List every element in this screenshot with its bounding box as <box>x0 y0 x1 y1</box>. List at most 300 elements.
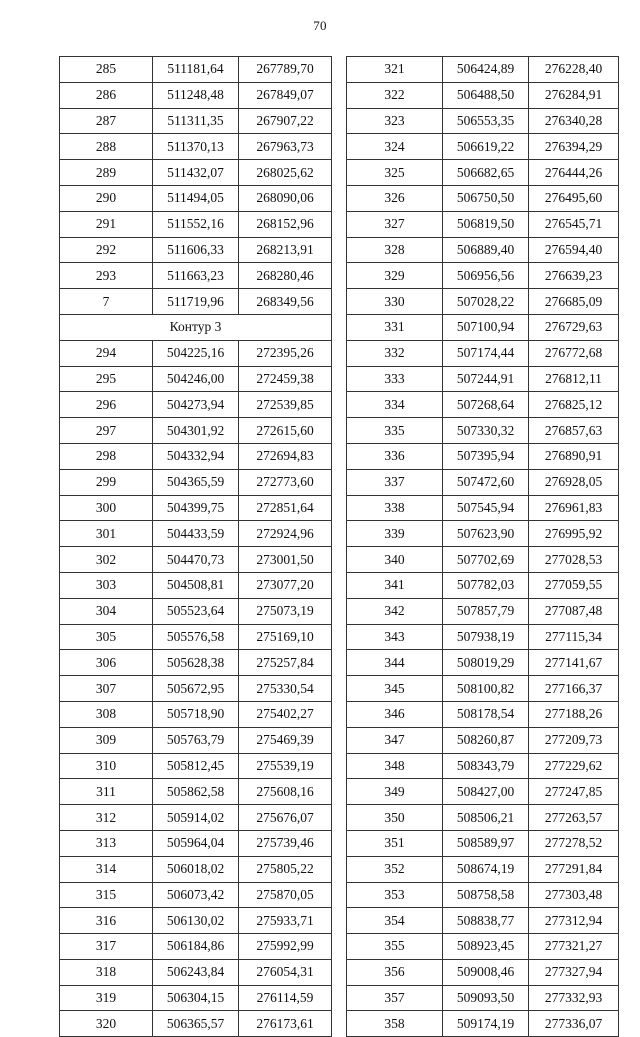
contour-heading: Контур 3 <box>60 314 332 340</box>
point-number-cell: 314 <box>60 856 153 882</box>
y-coordinate-cell: 275992,99 <box>239 934 332 960</box>
table-row <box>60 392 332 418</box>
table-row <box>347 57 619 83</box>
table-row <box>347 521 619 547</box>
x-coordinate-cell: 506553,35 <box>443 108 529 134</box>
point-number-cell: 312 <box>60 805 153 831</box>
table-row <box>347 237 619 263</box>
point-number-cell: 335 <box>347 418 443 444</box>
table-row <box>60 495 332 521</box>
table-row <box>60 340 332 366</box>
x-coordinate-cell: 506619,22 <box>443 134 529 160</box>
x-coordinate-cell: 511181,64 <box>153 57 239 83</box>
table-row <box>347 830 619 856</box>
table-row <box>347 314 619 340</box>
x-coordinate-cell: 506819,50 <box>443 211 529 237</box>
point-number-cell: 288 <box>60 134 153 160</box>
table-row <box>60 701 332 727</box>
table-row <box>60 134 332 160</box>
contour-heading-row <box>60 314 332 340</box>
table-row <box>347 185 619 211</box>
y-coordinate-cell: 276444,26 <box>529 160 619 186</box>
point-number-cell: 332 <box>347 340 443 366</box>
table-row <box>60 547 332 573</box>
x-coordinate-cell: 507782,03 <box>443 572 529 598</box>
x-coordinate-cell: 505763,79 <box>153 727 239 753</box>
point-number-cell: 337 <box>347 469 443 495</box>
table-row <box>60 469 332 495</box>
y-coordinate-cell: 267849,07 <box>239 82 332 108</box>
point-number-cell: 318 <box>60 959 153 985</box>
point-number-cell: 305 <box>60 624 153 650</box>
y-coordinate-cell: 277321,27 <box>529 934 619 960</box>
x-coordinate-cell: 511719,96 <box>153 289 239 315</box>
y-coordinate-cell: 275805,22 <box>239 856 332 882</box>
table-row <box>60 830 332 856</box>
point-number-cell: 292 <box>60 237 153 263</box>
y-coordinate-cell: 276054,31 <box>239 959 332 985</box>
x-coordinate-cell: 505914,02 <box>153 805 239 831</box>
x-coordinate-cell: 506889,40 <box>443 237 529 263</box>
y-coordinate-cell: 272459,38 <box>239 366 332 392</box>
point-number-cell: 298 <box>60 443 153 469</box>
point-number-cell: 320 <box>60 1011 153 1037</box>
y-coordinate-cell: 275469,39 <box>239 727 332 753</box>
table-row <box>60 521 332 547</box>
x-coordinate-cell: 508923,45 <box>443 934 529 960</box>
x-coordinate-cell: 507244,91 <box>443 366 529 392</box>
table-row <box>347 624 619 650</box>
point-number-cell: 304 <box>60 598 153 624</box>
x-coordinate-cell: 511432,07 <box>153 160 239 186</box>
x-coordinate-cell: 505718,90 <box>153 701 239 727</box>
y-coordinate-cell: 276594,40 <box>529 237 619 263</box>
coordinates-table-right <box>346 56 619 1037</box>
point-number-cell: 355 <box>347 934 443 960</box>
y-coordinate-cell: 276228,40 <box>529 57 619 83</box>
table-row <box>347 160 619 186</box>
y-coordinate-cell: 275169,10 <box>239 624 332 650</box>
table-row <box>60 753 332 779</box>
x-coordinate-cell: 511311,35 <box>153 108 239 134</box>
y-coordinate-cell: 276928,05 <box>529 469 619 495</box>
table-row <box>347 547 619 573</box>
table-row <box>347 882 619 908</box>
table-row <box>347 959 619 985</box>
point-number-cell: 300 <box>60 495 153 521</box>
point-number-cell: 336 <box>347 443 443 469</box>
table-row <box>60 779 332 805</box>
x-coordinate-cell: 509174,19 <box>443 1011 529 1037</box>
point-number-cell: 348 <box>347 753 443 779</box>
x-coordinate-cell: 505964,04 <box>153 830 239 856</box>
x-coordinate-cell: 506424,89 <box>443 57 529 83</box>
table-row <box>347 779 619 805</box>
y-coordinate-cell: 275257,84 <box>239 650 332 676</box>
table-row <box>347 1011 619 1037</box>
table-row <box>60 237 332 263</box>
x-coordinate-cell: 507395,94 <box>443 443 529 469</box>
point-number-cell: 317 <box>60 934 153 960</box>
y-coordinate-cell: 268213,91 <box>239 237 332 263</box>
x-coordinate-cell: 511606,33 <box>153 237 239 263</box>
table-row <box>347 598 619 624</box>
point-number-cell: 299 <box>60 469 153 495</box>
x-coordinate-cell: 507545,94 <box>443 495 529 521</box>
table-row <box>60 985 332 1011</box>
table-row <box>60 443 332 469</box>
x-coordinate-cell: 505862,58 <box>153 779 239 805</box>
y-coordinate-cell: 276284,91 <box>529 82 619 108</box>
y-coordinate-cell: 272851,64 <box>239 495 332 521</box>
point-number-cell: 344 <box>347 650 443 676</box>
x-coordinate-cell: 511663,23 <box>153 263 239 289</box>
point-number-cell: 331 <box>347 314 443 340</box>
y-coordinate-cell: 276394,29 <box>529 134 619 160</box>
table-row <box>347 392 619 418</box>
x-coordinate-cell: 504433,59 <box>153 521 239 547</box>
x-coordinate-cell: 504246,00 <box>153 366 239 392</box>
x-coordinate-cell: 508100,82 <box>443 676 529 702</box>
y-coordinate-cell: 277209,73 <box>529 727 619 753</box>
y-coordinate-cell: 275739,46 <box>239 830 332 856</box>
point-number-cell: 310 <box>60 753 153 779</box>
point-number-cell: 322 <box>347 82 443 108</box>
y-coordinate-cell: 277188,26 <box>529 701 619 727</box>
point-number-cell: 352 <box>347 856 443 882</box>
table-row <box>347 211 619 237</box>
point-number-cell: 324 <box>347 134 443 160</box>
y-coordinate-cell: 276729,63 <box>529 314 619 340</box>
y-coordinate-cell: 273077,20 <box>239 572 332 598</box>
table-row <box>60 624 332 650</box>
x-coordinate-cell: 509093,50 <box>443 985 529 1011</box>
y-coordinate-cell: 276340,28 <box>529 108 619 134</box>
y-coordinate-cell: 268280,46 <box>239 263 332 289</box>
y-coordinate-cell: 276495,60 <box>529 185 619 211</box>
point-number-cell: 351 <box>347 830 443 856</box>
y-coordinate-cell: 277332,93 <box>529 985 619 1011</box>
table-row <box>347 495 619 521</box>
page-number: 70 <box>313 18 327 33</box>
y-coordinate-cell: 277059,55 <box>529 572 619 598</box>
x-coordinate-cell: 506184,86 <box>153 934 239 960</box>
table-row <box>60 650 332 676</box>
x-coordinate-cell: 507938,19 <box>443 624 529 650</box>
y-coordinate-cell: 268025,62 <box>239 160 332 186</box>
x-coordinate-cell: 508343,79 <box>443 753 529 779</box>
point-number-cell: 345 <box>347 676 443 702</box>
y-coordinate-cell: 276772,68 <box>529 340 619 366</box>
point-number-cell: 286 <box>60 82 153 108</box>
x-coordinate-cell: 508506,21 <box>443 805 529 831</box>
x-coordinate-cell: 504225,16 <box>153 340 239 366</box>
x-coordinate-cell: 508178,54 <box>443 701 529 727</box>
y-coordinate-cell: 276857,63 <box>529 418 619 444</box>
x-coordinate-cell: 507472,60 <box>443 469 529 495</box>
point-number-cell: 350 <box>347 805 443 831</box>
table-row <box>347 856 619 882</box>
table-row <box>347 727 619 753</box>
table-row <box>60 82 332 108</box>
x-coordinate-cell: 508838,77 <box>443 908 529 934</box>
y-coordinate-cell: 277141,67 <box>529 650 619 676</box>
x-coordinate-cell: 506018,02 <box>153 856 239 882</box>
table-row <box>60 934 332 960</box>
point-number-cell: 295 <box>60 366 153 392</box>
x-coordinate-cell: 505576,58 <box>153 624 239 650</box>
point-number-cell: 319 <box>60 985 153 1011</box>
table-row <box>60 727 332 753</box>
point-number-cell: 294 <box>60 340 153 366</box>
table-row <box>60 882 332 908</box>
x-coordinate-cell: 506130,02 <box>153 908 239 934</box>
table-row <box>347 572 619 598</box>
x-coordinate-cell: 508019,29 <box>443 650 529 676</box>
y-coordinate-cell: 272395,26 <box>239 340 332 366</box>
x-coordinate-cell: 508758,58 <box>443 882 529 908</box>
point-number-cell: 346 <box>347 701 443 727</box>
table-row <box>347 289 619 315</box>
table-row <box>347 418 619 444</box>
point-number-cell: 296 <box>60 392 153 418</box>
coordinates-table-left <box>59 56 332 1037</box>
x-coordinate-cell: 509008,46 <box>443 959 529 985</box>
y-coordinate-cell: 276545,71 <box>529 211 619 237</box>
y-coordinate-cell: 277087,48 <box>529 598 619 624</box>
x-coordinate-cell: 506750,50 <box>443 185 529 211</box>
x-coordinate-cell: 504332,94 <box>153 443 239 469</box>
table-row <box>347 134 619 160</box>
table-row <box>347 82 619 108</box>
y-coordinate-cell: 272773,60 <box>239 469 332 495</box>
y-coordinate-cell: 275073,19 <box>239 598 332 624</box>
x-coordinate-cell: 507623,90 <box>443 521 529 547</box>
table-row <box>347 908 619 934</box>
y-coordinate-cell: 267907,22 <box>239 108 332 134</box>
x-coordinate-cell: 504470,73 <box>153 547 239 573</box>
table-row <box>60 908 332 934</box>
point-number-cell: 338 <box>347 495 443 521</box>
y-coordinate-cell: 275933,71 <box>239 908 332 934</box>
table-row <box>60 805 332 831</box>
table-row <box>60 263 332 289</box>
x-coordinate-cell: 507702,69 <box>443 547 529 573</box>
point-number-cell: 307 <box>60 676 153 702</box>
y-coordinate-cell: 276812,11 <box>529 366 619 392</box>
y-coordinate-cell: 277303,48 <box>529 882 619 908</box>
point-number-cell: 287 <box>60 108 153 134</box>
point-number-cell: 334 <box>347 392 443 418</box>
y-coordinate-cell: 272539,85 <box>239 392 332 418</box>
table-row <box>60 160 332 186</box>
point-number-cell: 349 <box>347 779 443 805</box>
point-number-cell: 7 <box>60 289 153 315</box>
x-coordinate-cell: 506488,50 <box>443 82 529 108</box>
point-number-cell: 340 <box>347 547 443 573</box>
point-number-cell: 289 <box>60 160 153 186</box>
x-coordinate-cell: 506304,15 <box>153 985 239 1011</box>
y-coordinate-cell: 275402,27 <box>239 701 332 727</box>
point-number-cell: 323 <box>347 108 443 134</box>
y-coordinate-cell: 275870,05 <box>239 882 332 908</box>
table-row <box>347 985 619 1011</box>
x-coordinate-cell: 504399,75 <box>153 495 239 521</box>
point-number-cell: 297 <box>60 418 153 444</box>
table-row <box>60 959 332 985</box>
point-number-cell: 325 <box>347 160 443 186</box>
table-row <box>60 289 332 315</box>
x-coordinate-cell: 507268,64 <box>443 392 529 418</box>
x-coordinate-cell: 511552,16 <box>153 211 239 237</box>
point-number-cell: 313 <box>60 830 153 856</box>
x-coordinate-cell: 507857,79 <box>443 598 529 624</box>
y-coordinate-cell: 277278,52 <box>529 830 619 856</box>
point-number-cell: 342 <box>347 598 443 624</box>
point-number-cell: 315 <box>60 882 153 908</box>
table-row <box>60 108 332 134</box>
x-coordinate-cell: 511370,13 <box>153 134 239 160</box>
y-coordinate-cell: 268090,06 <box>239 185 332 211</box>
x-coordinate-cell: 505523,64 <box>153 598 239 624</box>
point-number-cell: 333 <box>347 366 443 392</box>
x-coordinate-cell: 507028,22 <box>443 289 529 315</box>
x-coordinate-cell: 506073,42 <box>153 882 239 908</box>
point-number-cell: 328 <box>347 237 443 263</box>
y-coordinate-cell: 277312,94 <box>529 908 619 934</box>
point-number-cell: 357 <box>347 985 443 1011</box>
x-coordinate-cell: 508589,97 <box>443 830 529 856</box>
y-coordinate-cell: 273001,50 <box>239 547 332 573</box>
table-row <box>60 57 332 83</box>
table-row <box>347 934 619 960</box>
x-coordinate-cell: 506365,57 <box>153 1011 239 1037</box>
y-coordinate-cell: 276114,59 <box>239 985 332 1011</box>
y-coordinate-cell: 276890,91 <box>529 443 619 469</box>
point-number-cell: 291 <box>60 211 153 237</box>
y-coordinate-cell: 277291,84 <box>529 856 619 882</box>
y-coordinate-cell: 277115,34 <box>529 624 619 650</box>
y-coordinate-cell: 276825,12 <box>529 392 619 418</box>
table-row <box>60 418 332 444</box>
x-coordinate-cell: 507100,94 <box>443 314 529 340</box>
y-coordinate-cell: 275539,19 <box>239 753 332 779</box>
point-number-cell: 293 <box>60 263 153 289</box>
point-number-cell: 301 <box>60 521 153 547</box>
table-row <box>60 676 332 702</box>
point-number-cell: 290 <box>60 185 153 211</box>
table-row <box>347 753 619 779</box>
table-row <box>60 856 332 882</box>
table-row <box>347 443 619 469</box>
y-coordinate-cell: 277166,37 <box>529 676 619 702</box>
y-coordinate-cell: 275608,16 <box>239 779 332 805</box>
table-row <box>347 805 619 831</box>
point-number-cell: 358 <box>347 1011 443 1037</box>
x-coordinate-cell: 505812,45 <box>153 753 239 779</box>
table-row <box>347 469 619 495</box>
point-number-cell: 330 <box>347 289 443 315</box>
table-row <box>60 1011 332 1037</box>
point-number-cell: 306 <box>60 650 153 676</box>
x-coordinate-cell: 504301,92 <box>153 418 239 444</box>
point-number-cell: 321 <box>347 57 443 83</box>
y-coordinate-cell: 268349,56 <box>239 289 332 315</box>
point-number-cell: 309 <box>60 727 153 753</box>
y-coordinate-cell: 276961,83 <box>529 495 619 521</box>
table-row <box>347 340 619 366</box>
point-number-cell: 303 <box>60 572 153 598</box>
x-coordinate-cell: 511494,05 <box>153 185 239 211</box>
y-coordinate-cell: 267963,73 <box>239 134 332 160</box>
y-coordinate-cell: 277336,07 <box>529 1011 619 1037</box>
point-number-cell: 329 <box>347 263 443 289</box>
x-coordinate-cell: 511248,48 <box>153 82 239 108</box>
table-row <box>60 185 332 211</box>
y-coordinate-cell: 277327,94 <box>529 959 619 985</box>
table-row <box>347 701 619 727</box>
table-row <box>347 676 619 702</box>
point-number-cell: 326 <box>347 185 443 211</box>
point-number-cell: 311 <box>60 779 153 805</box>
point-number-cell: 302 <box>60 547 153 573</box>
point-number-cell: 343 <box>347 624 443 650</box>
x-coordinate-cell: 507174,44 <box>443 340 529 366</box>
x-coordinate-cell: 506682,65 <box>443 160 529 186</box>
table-row <box>347 108 619 134</box>
y-coordinate-cell: 272694,83 <box>239 443 332 469</box>
y-coordinate-cell: 276995,92 <box>529 521 619 547</box>
x-coordinate-cell: 508260,87 <box>443 727 529 753</box>
point-number-cell: 308 <box>60 701 153 727</box>
table-row <box>347 366 619 392</box>
y-coordinate-cell: 272615,60 <box>239 418 332 444</box>
x-coordinate-cell: 505672,95 <box>153 676 239 702</box>
y-coordinate-cell: 276639,23 <box>529 263 619 289</box>
x-coordinate-cell: 506243,84 <box>153 959 239 985</box>
point-number-cell: 356 <box>347 959 443 985</box>
x-coordinate-cell: 507330,32 <box>443 418 529 444</box>
x-coordinate-cell: 504508,81 <box>153 572 239 598</box>
y-coordinate-cell: 277247,85 <box>529 779 619 805</box>
x-coordinate-cell: 504365,59 <box>153 469 239 495</box>
y-coordinate-cell: 277028,53 <box>529 547 619 573</box>
y-coordinate-cell: 276173,61 <box>239 1011 332 1037</box>
y-coordinate-cell: 275676,07 <box>239 805 332 831</box>
y-coordinate-cell: 277229,62 <box>529 753 619 779</box>
x-coordinate-cell: 508674,19 <box>443 856 529 882</box>
point-number-cell: 341 <box>347 572 443 598</box>
y-coordinate-cell: 272924,96 <box>239 521 332 547</box>
table-row <box>347 650 619 676</box>
x-coordinate-cell: 508427,00 <box>443 779 529 805</box>
point-number-cell: 353 <box>347 882 443 908</box>
x-coordinate-cell: 504273,94 <box>153 392 239 418</box>
x-coordinate-cell: 506956,56 <box>443 263 529 289</box>
y-coordinate-cell: 267789,70 <box>239 57 332 83</box>
point-number-cell: 354 <box>347 908 443 934</box>
table-row <box>347 263 619 289</box>
table-row <box>60 572 332 598</box>
y-coordinate-cell: 268152,96 <box>239 211 332 237</box>
point-number-cell: 327 <box>347 211 443 237</box>
y-coordinate-cell: 277263,57 <box>529 805 619 831</box>
point-number-cell: 339 <box>347 521 443 547</box>
point-number-cell: 316 <box>60 908 153 934</box>
table-row <box>60 366 332 392</box>
y-coordinate-cell: 276685,09 <box>529 289 619 315</box>
point-number-cell: 347 <box>347 727 443 753</box>
